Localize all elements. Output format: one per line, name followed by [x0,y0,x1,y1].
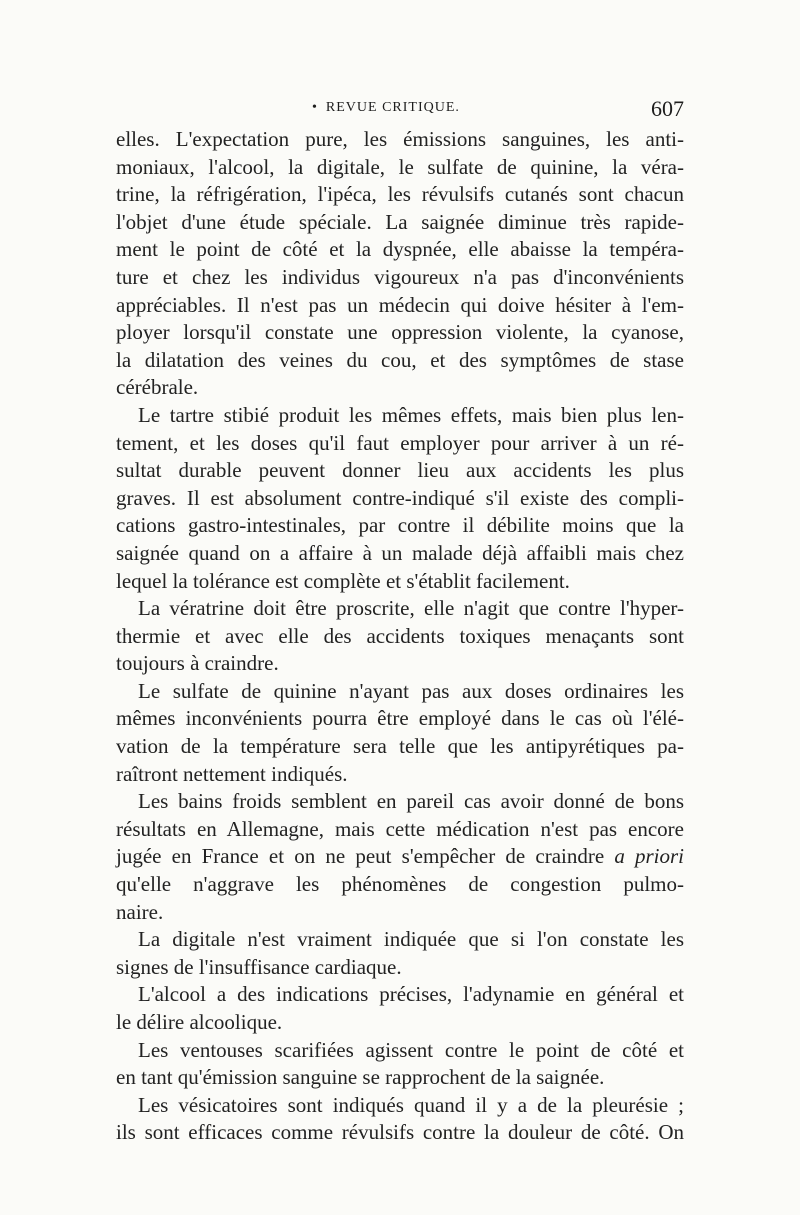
text-line-content: cérébrale. [116,375,199,400]
text-line-content: signes de l'insuffisance cardiaque. [116,954,402,979]
text-line-content: Les bains froids semblent en pareil cas avoir donné de bons [138,789,684,814]
running-title [312,100,460,116]
text-line [116,871,684,899]
text-line [116,954,684,982]
text-line [116,181,684,209]
text-line [116,1009,684,1037]
text-line [116,1092,684,1120]
text-line [116,154,684,182]
running-title-text: REVUE CRITIQUE. [325,100,460,115]
text-line-content: raîtront nettement indiqués. [116,761,348,786]
text-line [116,540,684,568]
text-line-content: moniaux, l'alcool, la digitale, le sulfate de quinine, la véra- [116,154,684,179]
text-line [116,843,684,871]
text-line [116,733,684,761]
body-text [116,126,684,1147]
text-line [116,319,684,347]
text-line [116,236,684,264]
page-number: 607 [651,96,684,121]
text-line-content: vation de la température sera telle que les antipyrétiques pa- [116,734,684,759]
text-line-content: jugée en France et on ne peut s'empêcher de craindre [116,844,605,869]
text-line [116,1064,684,1092]
text-line-content: Les ventouses scarifiées agissent contre le point de côté et [138,1037,684,1062]
text-line [116,816,684,844]
text-line [116,1037,684,1065]
text-line-content: graves. Il est absolument contre-indiqué s'il existe des compli- [116,485,684,510]
text-line [116,512,684,540]
text-line [116,402,684,430]
text-line [116,485,684,513]
text-line-content: tement, et les doses qu'il faut employer pour arriver à un ré- [116,430,684,455]
text-line [116,347,684,375]
text-line [116,430,684,458]
text-line-content: La digitale n'est vraiment indiquée que si l'on constate les [138,927,684,952]
text-line [116,623,684,651]
text-line [116,568,684,596]
text-line [116,899,684,927]
text-line [116,292,684,320]
text-line [116,209,684,237]
text-line [116,926,684,954]
italic-phrase: a priori [614,844,685,869]
text-line-content: la dilatation des veines du cou, et des symptômes de stase [116,347,684,372]
text-line-content: appréciables. Il n'est pas un médecin qui doive hésiter à l'em- [116,292,684,317]
text-line-content: naire. [116,899,164,924]
page-header [116,98,684,126]
text-line [116,650,684,678]
text-line-content: cations gastro-intestinales, par contre il débilite moins que la [116,513,684,538]
text-line [116,761,684,789]
text-line-content: ils sont efficaces comme révulsifs contre la douleur de côté. On [116,1120,684,1145]
text-line-content: ployer lorsqu'il constate une oppression violente, la cyanose, [116,320,684,345]
text-line-content: ture et chez les individus vigoureux n'a pas d'inconvénients [116,264,684,289]
text-line [116,788,684,816]
text-line-content: sultat durable peuvent donner lieu aux accidents les plus [116,458,684,483]
text-line-content: en tant qu'émission sanguine se rapprochent de la saignée. [116,1065,605,1090]
text-line-content: qu'elle n'aggrave les phénomènes de congestion pulmo- [116,872,684,897]
text-line-content: saignée quand on a affaire à un malade déjà affaibli mais chez [116,540,684,565]
text-line-content: le délire alcoolique. [116,1010,283,1034]
text-line-content: La vératrine doit être proscrite, elle n'agit que contre l'hyper- [138,596,684,621]
text-line [116,678,684,706]
text-line-content: toujours à craindre. [116,651,279,676]
text-line-content: elles. L'expectation pure, les émissions sanguines, les anti- [116,127,684,151]
header-bullet: • [312,100,318,115]
text-line [116,374,684,402]
text-line [116,457,684,485]
text-line [116,705,684,733]
text-line [116,981,684,1009]
text-line-content: résultats en Allemagne, mais cette médication n'est pas encore [116,816,684,841]
text-line-content: Les vésicatoires sont indiqués quand il y a de la pleurésie ; [138,1092,684,1117]
text-line-content: thermie et avec elle des accidents toxiques menaçants sont [116,623,684,648]
text-line-content: trine, la réfrigération, l'ipéca, les révulsifs cutanés sont chacun [116,182,684,207]
text-line-content: l'objet d'une étude spéciale. La saignée diminue très rapide- [116,209,684,234]
text-line-content: Le sulfate de quinine n'ayant pas aux doses ordinaires les [138,678,684,703]
text-line [116,264,684,292]
text-line-content: mêmes inconvénients pourra être employé dans le cas où l'élé- [116,706,684,731]
text-line-content: lequel la tolérance est complète et s'établit facilement. [116,568,570,593]
text-line [116,1119,684,1147]
text-line-content: L'alcool a des indications précises, l'adynamie en général et [138,982,684,1007]
text-line [116,595,684,623]
text-line [116,126,684,154]
text-line-content: ment le point de côté et la dyspnée, elle abaisse la tempéra- [116,237,684,262]
text-line-content: Le tartre stibié produit les mêmes effets, mais bien plus len- [138,402,684,427]
